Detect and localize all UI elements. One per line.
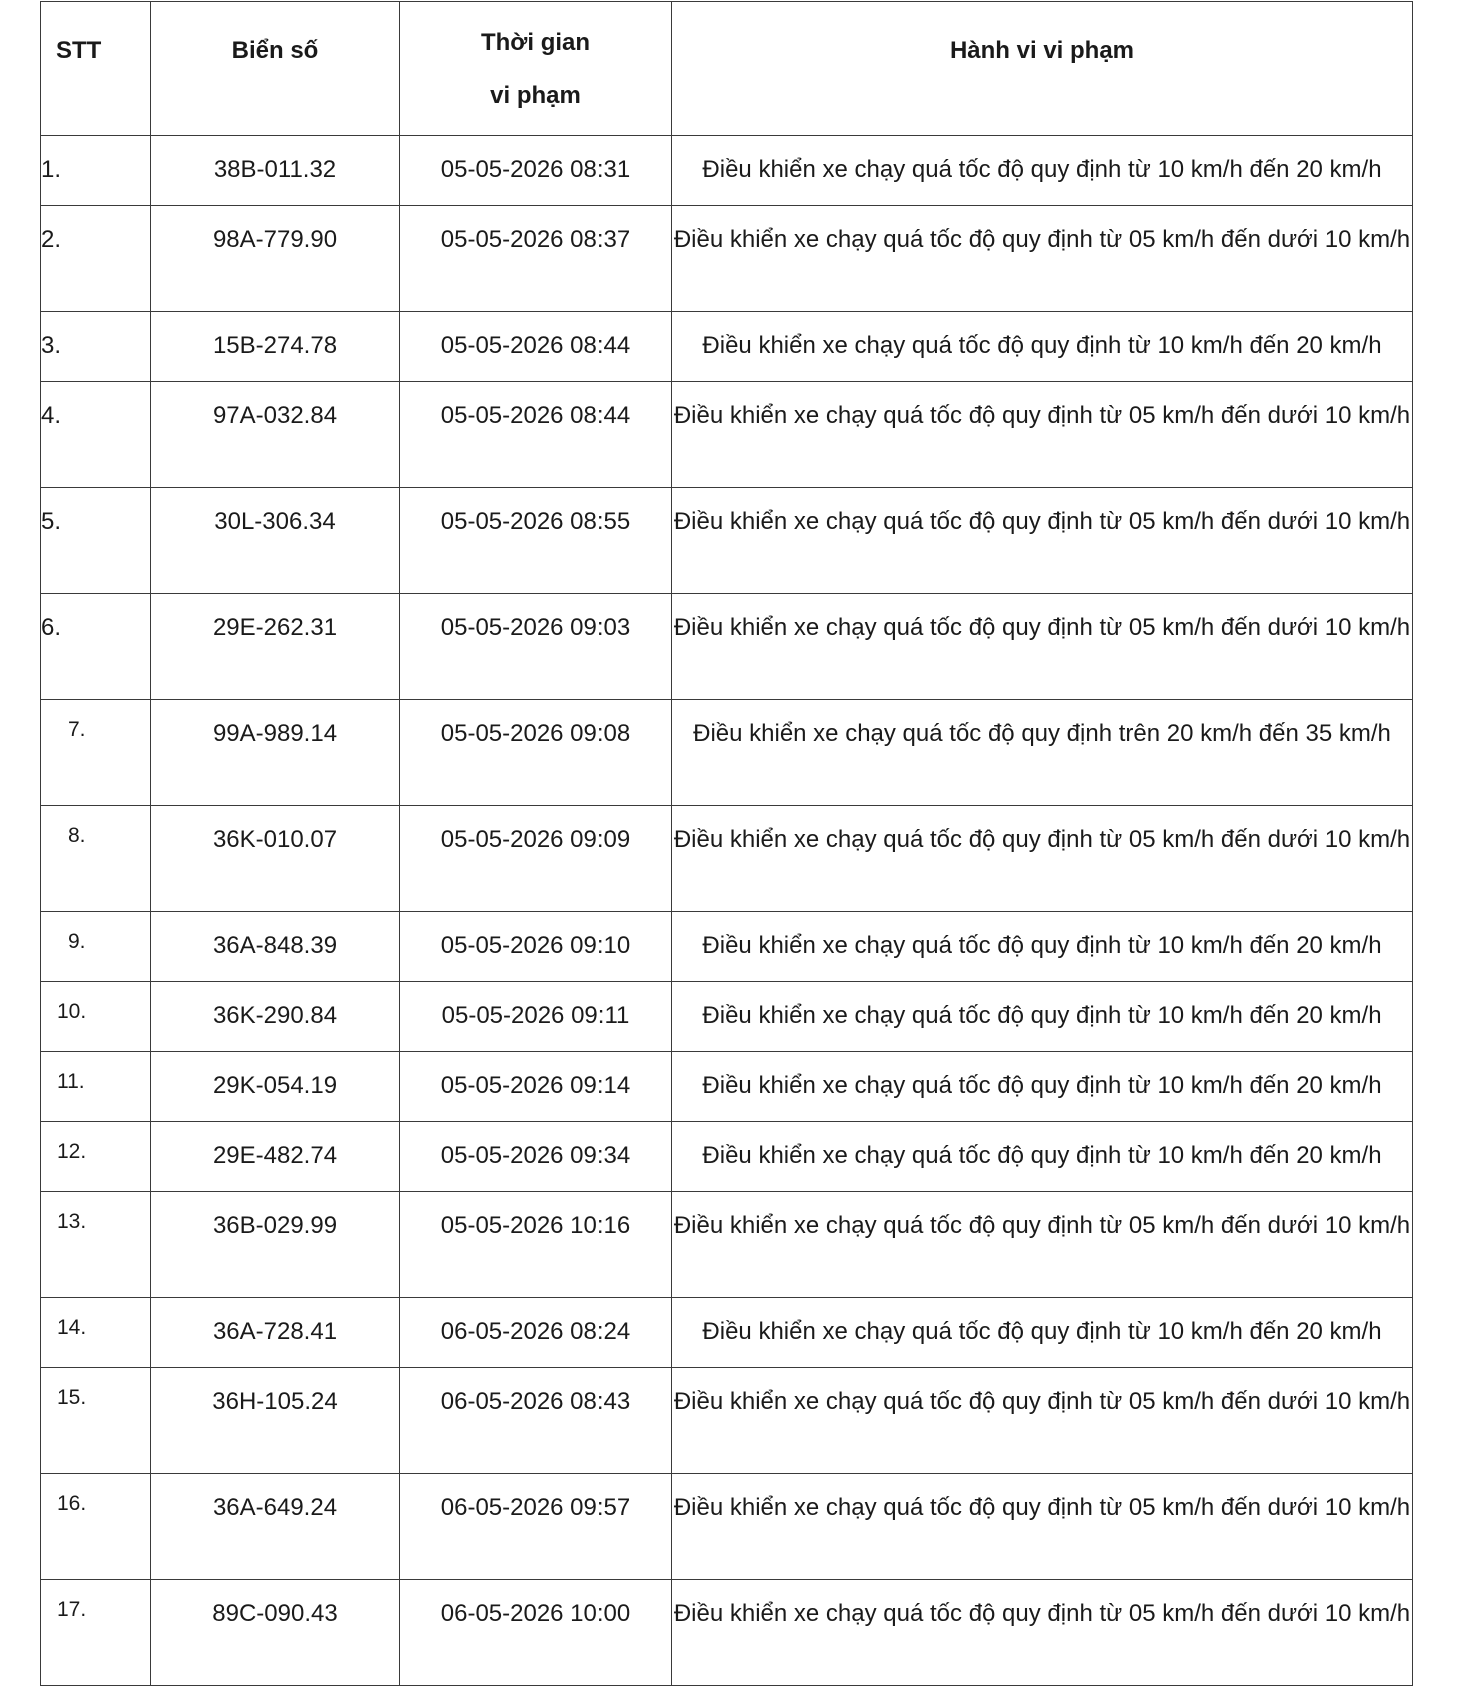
table-row: [41, 594, 1413, 700]
header-time-line2: vi phạm: [490, 82, 581, 109]
cell-stt: 8.: [41, 806, 151, 912]
cell-plate: 29E-482.74: [151, 1122, 400, 1192]
cell-plate: 15B-274.78: [151, 312, 400, 382]
table-row: [41, 1122, 1413, 1192]
cell-plate: 99A-989.14: [151, 700, 400, 806]
table-row: [41, 382, 1413, 488]
table-row: [41, 982, 1413, 1052]
table-row: [41, 1580, 1413, 1686]
violations-table: [40, 1, 1413, 1686]
cell-stt: 7.: [41, 700, 151, 806]
cell-stt: 6.: [41, 594, 151, 700]
cell-time: 06-05-2026 10:00: [400, 1580, 672, 1686]
cell-plate: 36K-010.07: [151, 806, 400, 912]
cell-plate: 36A-728.41: [151, 1298, 400, 1368]
cell-plate: 36K-290.84: [151, 982, 400, 1052]
cell-plate: 29K-054.19: [151, 1052, 400, 1122]
cell-stt: 1.: [41, 136, 151, 206]
cell-stt: 9.: [41, 912, 151, 982]
header-behavior: Hành vi vi phạm: [672, 2, 1413, 136]
cell-stt: 10.: [41, 982, 151, 1052]
cell-plate: 38B-011.32: [151, 136, 400, 206]
cell-time: 05-05-2026 09:11: [400, 982, 672, 1052]
cell-behavior: Điều khiển xe chạy quá tốc độ quy định từ 10 km/h đến 20 km/h: [672, 982, 1413, 1052]
header-stt: STT: [41, 2, 151, 136]
cell-behavior: Điều khiển xe chạy quá tốc độ quy định từ 05 km/h đến dưới 10 km/h: [672, 594, 1413, 700]
cell-behavior: Điều khiển xe chạy quá tốc độ quy định trên 20 km/h đến 35 km/h: [672, 700, 1413, 806]
table-row: [41, 206, 1413, 312]
cell-plate: 36A-848.39: [151, 912, 400, 982]
table-header-row: [41, 2, 1413, 136]
cell-behavior: Điều khiển xe chạy quá tốc độ quy định từ 10 km/h đến 20 km/h: [672, 1052, 1413, 1122]
cell-behavior: Điều khiển xe chạy quá tốc độ quy định từ 05 km/h đến dưới 10 km/h: [672, 206, 1413, 312]
cell-behavior: Điều khiển xe chạy quá tốc độ quy định từ 05 km/h đến dưới 10 km/h: [672, 382, 1413, 488]
cell-plate: 30L-306.34: [151, 488, 400, 594]
cell-time: 05-05-2026 09:14: [400, 1052, 672, 1122]
header-time: [400, 2, 672, 136]
cell-plate: 36A-649.24: [151, 1474, 400, 1580]
table-row: [41, 1368, 1413, 1474]
cell-stt: 14.: [41, 1298, 151, 1368]
cell-behavior: Điều khiển xe chạy quá tốc độ quy định từ 10 km/h đến 20 km/h: [672, 312, 1413, 382]
cell-time: 06-05-2026 08:24: [400, 1298, 672, 1368]
cell-behavior: Điều khiển xe chạy quá tốc độ quy định từ 10 km/h đến 20 km/h: [672, 1298, 1413, 1368]
cell-stt: 2.: [41, 206, 151, 312]
cell-time: 06-05-2026 09:57: [400, 1474, 672, 1580]
cell-stt: 12.: [41, 1122, 151, 1192]
cell-behavior: Điều khiển xe chạy quá tốc độ quy định từ 05 km/h đến dưới 10 km/h: [672, 1474, 1413, 1580]
cell-time: 05-05-2026 09:08: [400, 700, 672, 806]
cell-behavior: Điều khiển xe chạy quá tốc độ quy định từ 05 km/h đến dưới 10 km/h: [672, 488, 1413, 594]
table-row: [41, 488, 1413, 594]
cell-behavior: Điều khiển xe chạy quá tốc độ quy định từ 05 km/h đến dưới 10 km/h: [672, 1192, 1413, 1298]
table-row: [41, 1298, 1413, 1368]
cell-time: 05-05-2026 10:16: [400, 1192, 672, 1298]
cell-stt: 16.: [41, 1474, 151, 1580]
cell-behavior: Điều khiển xe chạy quá tốc độ quy định từ 10 km/h đến 20 km/h: [672, 136, 1413, 206]
cell-time: 05-05-2026 08:31: [400, 136, 672, 206]
cell-plate: 36H-105.24: [151, 1368, 400, 1474]
cell-behavior: Điều khiển xe chạy quá tốc độ quy định từ 05 km/h đến dưới 10 km/h: [672, 1580, 1413, 1686]
cell-time: 05-05-2026 08:44: [400, 312, 672, 382]
table-row: [41, 1474, 1413, 1580]
cell-plate: 97A-032.84: [151, 382, 400, 488]
cell-behavior: Điều khiển xe chạy quá tốc độ quy định từ 05 km/h đến dưới 10 km/h: [672, 806, 1413, 912]
table-body: [41, 136, 1413, 1686]
header-plate: Biển số: [151, 2, 400, 136]
cell-stt: 17.: [41, 1580, 151, 1686]
cell-time: 05-05-2026 08:37: [400, 206, 672, 312]
table-row: [41, 1052, 1413, 1122]
cell-behavior: Điều khiển xe chạy quá tốc độ quy định từ 10 km/h đến 20 km/h: [672, 912, 1413, 982]
table-row: [41, 312, 1413, 382]
table-row: [41, 700, 1413, 806]
table-row: [41, 136, 1413, 206]
cell-plate: 29E-262.31: [151, 594, 400, 700]
table-row: [41, 912, 1413, 982]
cell-plate: 36B-029.99: [151, 1192, 400, 1298]
cell-time: 05-05-2026 09:09: [400, 806, 672, 912]
cell-stt: 5.: [41, 488, 151, 594]
cell-plate: 89C-090.43: [151, 1580, 400, 1686]
cell-stt: 3.: [41, 312, 151, 382]
cell-time: 05-05-2026 08:55: [400, 488, 672, 594]
cell-behavior: Điều khiển xe chạy quá tốc độ quy định từ 10 km/h đến 20 km/h: [672, 1122, 1413, 1192]
cell-behavior: Điều khiển xe chạy quá tốc độ quy định từ 05 km/h đến dưới 10 km/h: [672, 1368, 1413, 1474]
cell-time: 05-05-2026 08:44: [400, 382, 672, 488]
cell-time: 05-05-2026 09:10: [400, 912, 672, 982]
cell-time: 05-05-2026 09:03: [400, 594, 672, 700]
cell-stt: 15.: [41, 1368, 151, 1474]
cell-plate: 98A-779.90: [151, 206, 400, 312]
table-row: [41, 1192, 1413, 1298]
cell-stt: 13.: [41, 1192, 151, 1298]
table-row: [41, 806, 1413, 912]
cell-time: 05-05-2026 09:34: [400, 1122, 672, 1192]
cell-stt: 11.: [41, 1052, 151, 1122]
cell-stt: 4.: [41, 382, 151, 488]
cell-time: 06-05-2026 08:43: [400, 1368, 672, 1474]
header-time-line1: Thời gian: [480, 29, 591, 56]
